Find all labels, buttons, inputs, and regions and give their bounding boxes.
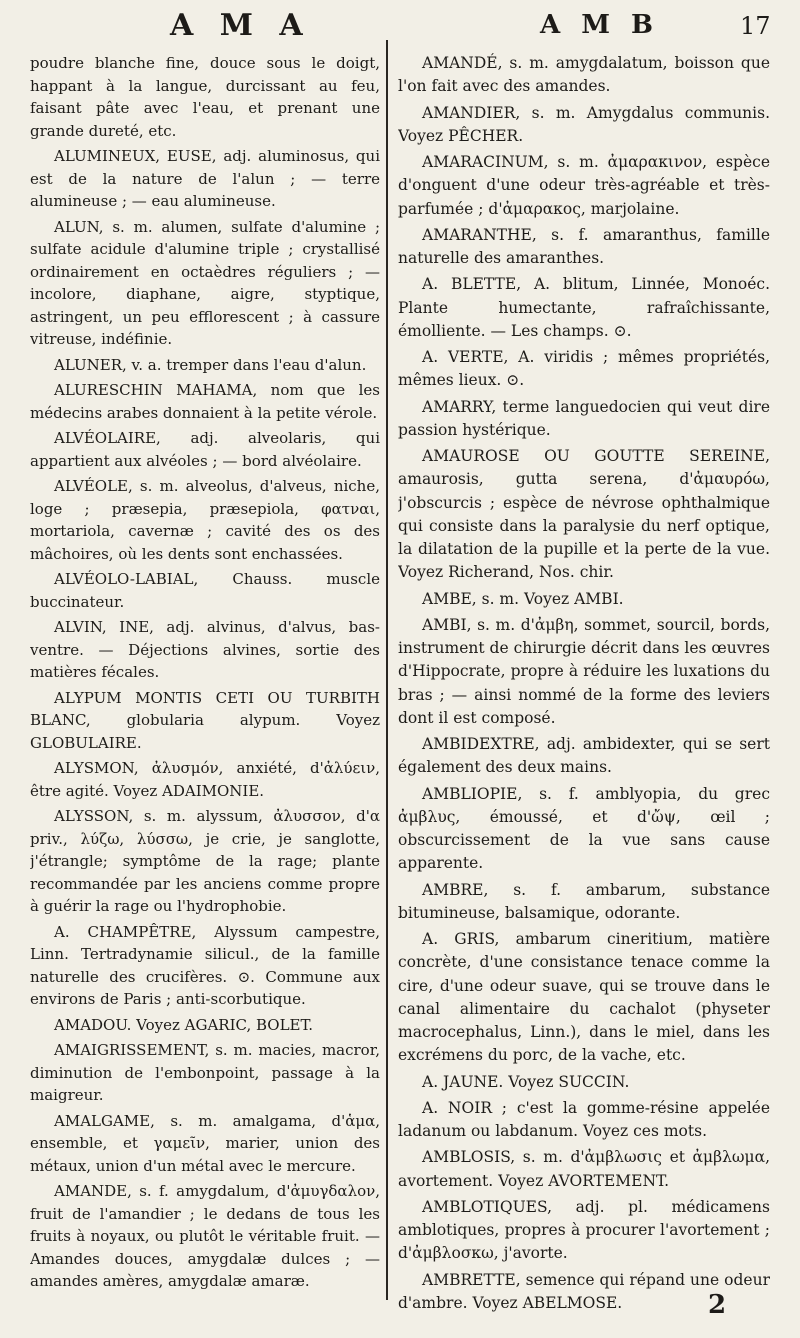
- left-column: [30, 52, 380, 1332]
- entry: AMBRE, s. f. ambarum, substance bitumineuse, balsamique, odorante.: [398, 880, 770, 922]
- entry: ALYPUM MONTIS CETI OU TURBITH BLANC, globularia alypum. Voyez GLOBULAIRE.: [30, 688, 380, 752]
- entry: AMBE, s. m. Voyez AMBI.: [422, 589, 624, 608]
- entry: AMBIDEXTRE, adj. ambidexter, qui se sert également des deux mains.: [398, 735, 770, 777]
- entry: AMALGAME, s. m. amalgama, d'ἁμα, ensemble, et γαμεῖν, marier, union des métaux, union d'un métal avec le mercure.: [30, 1111, 380, 1175]
- entry: AMARANTHE, s. f. amaranthus, famille naturelle des amaranthes.: [398, 225, 770, 267]
- right-column: [398, 52, 770, 1332]
- running-head-right: A M B: [540, 10, 660, 40]
- entry: AMADOU. Voyez AGARIC, BOLET.: [54, 1015, 314, 1034]
- entry: ALVIN, INE, adj. alvinus, d'alvus, bas-ventre. — Déjections alvines, sortie des matières fécales.: [30, 618, 380, 681]
- entry: ALUNER, v. a. tremper dans l'eau d'alun.: [54, 355, 367, 374]
- entry: AMBLOTIQUES, adj. pl. médicamens amblotiques, propres à procurer l'avortement ; d'ἀμβλοσκω, j'avorte.: [398, 1197, 770, 1263]
- entry: poudre blanche fine, douce sous le doigt, happant à la langue, durcissant au feu, faisant pâte avec l'eau, et prenant une grande dureté, etc.: [30, 54, 380, 140]
- entry: ALYSSON, s. m. alyssum, ἀλυσσον, d'α priv., λύζω, λύσσω, je crie, je sanglotte, j'étrangle; symptôme de la rage; plante recommandée par les anciens comme propre à guérir la rage ou l'hydrophobie.: [30, 807, 380, 915]
- entry: ALUN, s. m. alumen, sulfate d'alumine ; sulfate acidule d'alumine triple ; crystallisé ordinairement en octaèdres réguliers ; — incolore, diaphane, aigre, styptique, astringent, un peu efflorescent ; à cassure vitreuse, indéfinie.: [30, 217, 380, 348]
- entry: AMBLIOPIE, s. f. amblyopia, du grec ἀμβλυς, émoussé, et d'ὤψ, œil ; obscurcissement de la vue sans cause apparente.: [398, 784, 770, 873]
- page-header: [0, 0, 800, 56]
- entry: AMANDIER, s. m. Amygdalus communis. Voyez PÊCHER.: [398, 103, 770, 145]
- entry: A. JAUNE. Voyez SUCCIN.: [422, 1072, 630, 1091]
- column-divider: [386, 40, 388, 1300]
- entry: AMANDÉ, s. m. amygdalatum, boisson que l'on fait avec des amandes.: [398, 54, 770, 96]
- entry: ALYSMON, ἀλυσμόν, anxiété, d'ἀλύειν, être agité. Voyez ADAIMONIE.: [30, 759, 380, 800]
- running-head-left: A M A: [170, 8, 311, 43]
- entry: AMAIGRISSEMENT, s. m. macies, macror, diminution de l'embonpoint, passage à la maigreur.: [30, 1041, 380, 1104]
- entry: ALVÉOLAIRE, adj. alveolaris, qui appartient aux alvéoles ; — bord alvéolaire.: [30, 429, 380, 470]
- entry: A. BLETTE, A. blitum, Linnée, Monoéc. Plante humectante, rafraîchissante, émolliente. — Les champs. ⊙.: [398, 275, 770, 340]
- entry: ALUMINEUX, EUSE, adj. aluminosus, qui est de la nature de l'alun ; — terre alumineuse ; — eau alumineuse.: [30, 147, 380, 210]
- entry: ALVÉOLE, s. m. alveolus, d'alveus, niche, loge ; præsepia, præsepiola, φατναι, mortariola, cavernæ ; cavité des os des mâchoires, où les dents sont enchassées.: [30, 477, 380, 563]
- entry: A. CHAMPÊTRE, Alyssum campestre, Linn. Tertradynamie silicul., de la famille naturelle des crucifères. ⊙. Commune aux environs de Paris ; anti-scorbutique.: [30, 922, 380, 1008]
- entry: AMBI, s. m. d'ἀμβη, sommet, sourcil, bords, instrument de chirurgie décrit dans les œuvres d'Hippocrate, propre à réduire les luxations du bras ; — ainsi nommé de la forme des leviers dont il est composé.: [398, 615, 770, 727]
- entry: AMARRY, terme languedocien qui veut dire passion hystérique.: [398, 397, 770, 439]
- entry: A. VERTE, A. viridis ; mêmes propriétés, mêmes lieux. ⊙.: [398, 348, 770, 390]
- entry: ALURESCHIN MAHAMA, nom que les médecins arabes donnaient à la petite vérole.: [30, 381, 380, 422]
- signature-mark: 2: [708, 1290, 727, 1320]
- page-number: 17: [740, 12, 771, 40]
- entry: AMAUROSE OU GOUTTE SEREINE, amaurosis, gutta serena, d'ἀμαυρόω, j'obscurcis ; espèce de névrose ophthalmique qui consiste dans la paralysie du nerf optique, la dilatation de la pupille et la perte de la vue. Voyez Richerand, Nos. chir.: [398, 447, 770, 582]
- entry: A. GRIS, ambarum cineritium, matière concrète, d'une consistance tenace comme la cire, d'une odeur suave, qui se trouve dans le canal alimentaire du cachalot (physeter macrocephalus, Linn.), dans le miel, dans les excrémens du porc, de la vache, etc.: [398, 930, 770, 1065]
- entry: AMBLOSIS, s. m. d'ἀμβλωσις et ἀμβλωμα, avortement. Voyez AVORTEMENT.: [398, 1148, 770, 1190]
- entry: A. NOIR ; c'est la gomme-résine appelée ladanum ou labdanum. Voyez ces mots.: [398, 1098, 770, 1140]
- entry: AMARACINUM, s. m. ἀμαρακινον, espèce d'onguent d'une odeur très-agréable et très-parfumée ; d'ἀμαρακος, marjolaine.: [398, 153, 770, 218]
- entry: AMANDE, s. f. amygdalum, d'ἀμυγδαλον, fruit de l'amandier ; le dedans de tous les fruits à noyaux, ou plutôt le véritable fruit. — Amandes douces, amygdalæ dulces ; — amandes amères, amygdalæ amaræ.: [30, 1182, 380, 1290]
- entry: AMBRETTE, semence qui répand une odeur d'ambre. Voyez ABELMOSE.: [398, 1270, 770, 1312]
- entry: ALVÉOLO-LABIAL, Chauss. muscle buccinateur.: [30, 570, 380, 611]
